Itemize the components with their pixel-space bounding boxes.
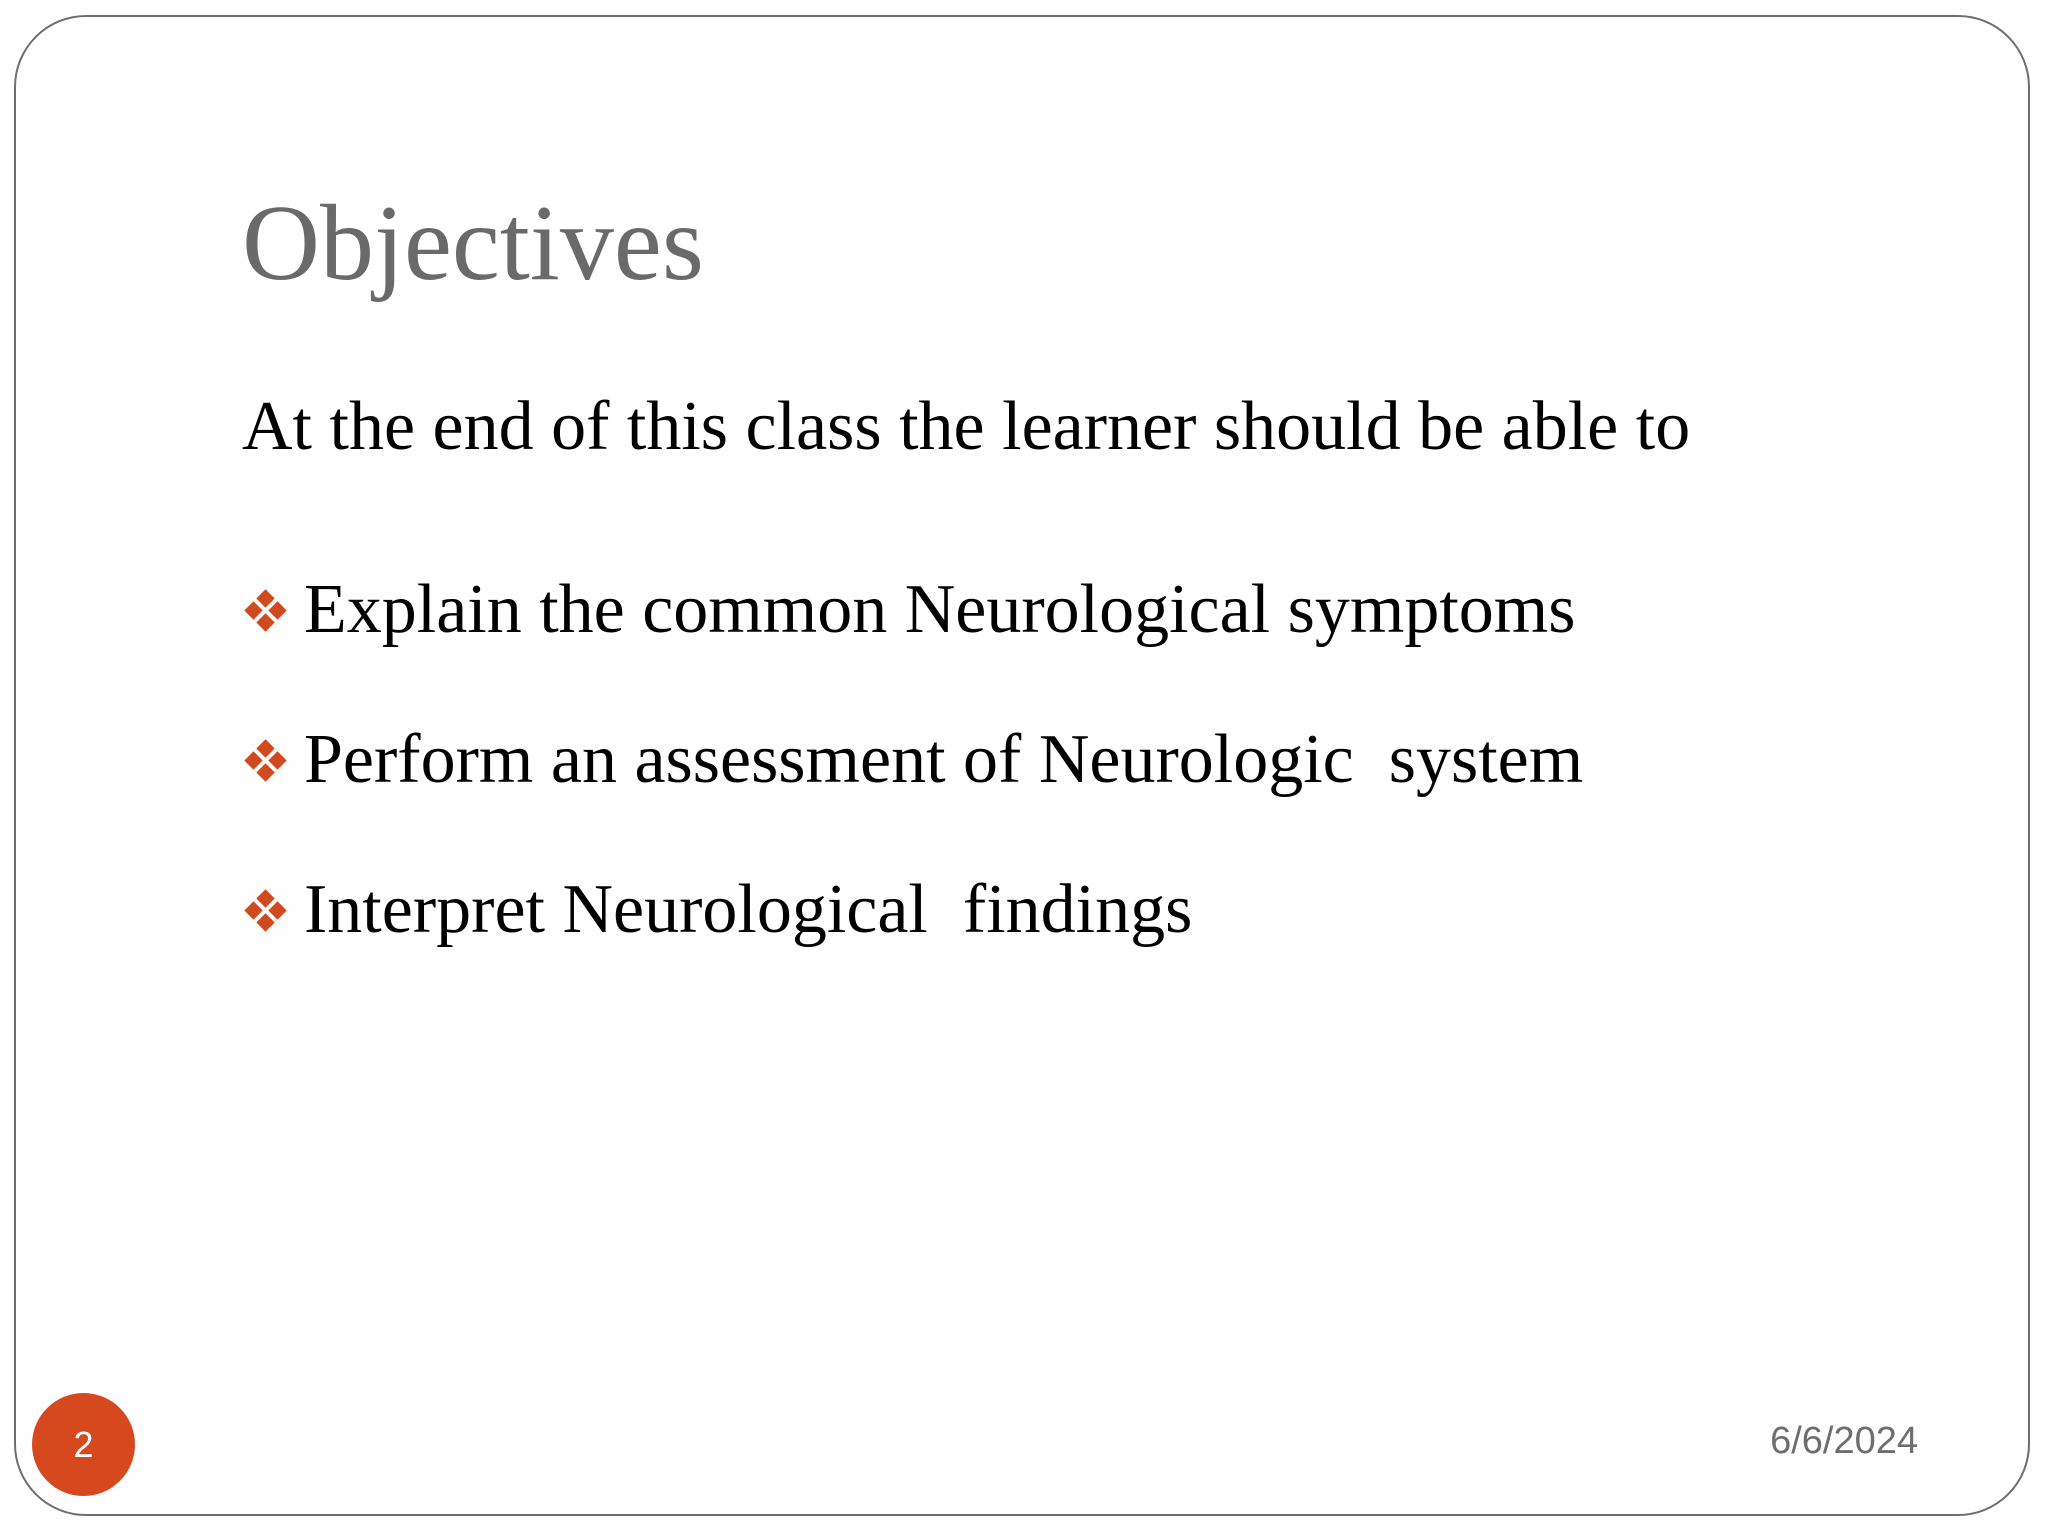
bullet-text: Interpret Neurological findings (304, 871, 1193, 948)
slide-date: 6/6/2024 (1770, 1420, 1918, 1462)
diamond-cluster-icon (242, 586, 290, 634)
diamond-cluster-icon (242, 886, 290, 934)
list-item (242, 835, 1583, 985)
bullet-text: Perform an assessment of Neurologic system (304, 721, 1584, 798)
intro-text: At the end of this class the learner should be able to (242, 388, 1691, 465)
objectives-list (242, 535, 1583, 985)
list-item (242, 685, 1583, 835)
slide-title: Objectives (242, 184, 704, 303)
list-item (242, 535, 1583, 685)
bullet-text: Explain the common Neurological symptoms (304, 571, 1576, 648)
diamond-cluster-icon (242, 736, 290, 784)
slide-number-badge: 2 (32, 1393, 135, 1496)
slide-frame (14, 15, 2030, 1516)
